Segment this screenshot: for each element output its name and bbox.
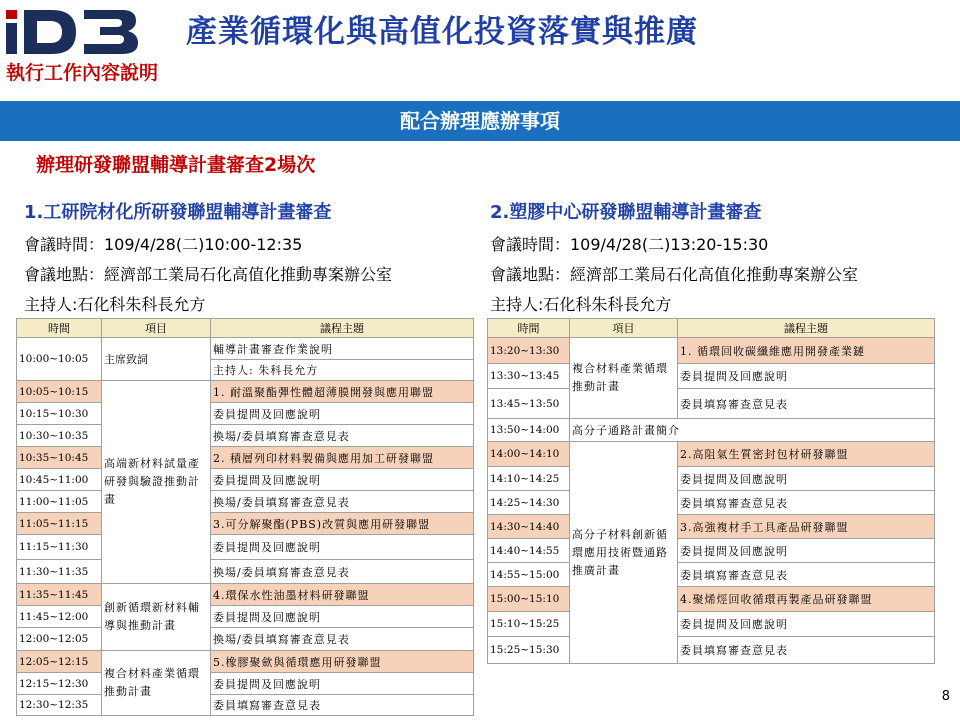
table-cell-time: 11:05~11:15 <box>16 512 102 535</box>
table-cell-time: 11:00~11:05 <box>16 490 102 513</box>
table-header: 議程主題 <box>677 318 935 338</box>
table-cell-topic: 委員填寫審查意見表 <box>210 694 474 716</box>
table-cell-item: 主席致詞 <box>101 337 211 381</box>
table-cell-topic: 主持人: 朱科長允方 <box>210 359 474 381</box>
table-cell-topic: 委員填寫審查意見表 <box>677 388 935 419</box>
table-cell-time: 10:15~10:30 <box>16 402 102 425</box>
table-cell-topic: 4.聚烯烴回收循環再製產品研發聯盟 <box>677 586 935 612</box>
table-cell-topic: 換場/委員填寫審查意見表 <box>210 559 474 584</box>
table-cell-time: 14:00~14:10 <box>487 441 570 467</box>
table-cell-time: 12:30~12:35 <box>16 694 102 716</box>
table-cell-topic: 1. 耐溫聚酯彈性體超薄膜開發與應用聯盟 <box>210 380 474 403</box>
table-cell-time: 15:10~15:25 <box>487 611 570 637</box>
table-cell-time: 14:25~14:30 <box>487 490 570 515</box>
left-agenda-table <box>16 318 474 716</box>
right-meeting-host: 主持人:石化科朱科長允方 <box>490 295 672 314</box>
logo <box>4 6 140 56</box>
section-subtitle: 執行工作內容說明 <box>6 62 159 84</box>
table-cell-time: 11:35~11:45 <box>16 583 102 606</box>
table-header: 議程主題 <box>210 318 474 338</box>
logo-mark-icon <box>4 6 140 56</box>
table-cell-time: 14:30~14:40 <box>487 514 570 539</box>
table-cell-time: 15:25~15:30 <box>487 636 570 664</box>
table-cell-time: 14:10~14:25 <box>487 466 570 491</box>
table-cell-topic: 輔導計畫審查作業說明 <box>210 337 474 360</box>
table-cell-time: 12:15~12:30 <box>16 672 102 695</box>
table-cell-time: 14:55~15:00 <box>487 562 570 587</box>
table-cell-topic: 委員提問及回應說明 <box>210 402 474 425</box>
table-cell-topic: 委員填寫審查意見表 <box>677 636 935 664</box>
lead-text: 辦理研發聯盟輔導計畫審查2場次 <box>36 154 316 176</box>
right-section-title: 2.塑膠中心研發聯盟輔導計畫審查 <box>490 202 762 223</box>
table-cell-topic: 換場/委員填寫審查意見表 <box>210 627 474 651</box>
table-header: 項目 <box>101 318 211 338</box>
table-cell-item: 高分子材料創新循環應用技術暨通路推廣計畫 <box>569 441 678 664</box>
page-title: 產業循環化與高值化投資落實與推廣 <box>186 14 698 50</box>
table-cell-time: 11:45~12:00 <box>16 605 102 628</box>
table-header: 時間 <box>487 318 570 338</box>
table-cell-topic: 3.高強複材手工具產品研發聯盟 <box>677 514 935 539</box>
left-meeting-host: 主持人:石化科朱科長允方 <box>24 295 206 314</box>
table-cell-topic: 委員提問及回應說明 <box>210 605 474 628</box>
right-meeting-place: 會議地點：經濟部工業局石化高值化推動專案辦公室 <box>490 265 859 284</box>
table-cell-time: 13:30~13:45 <box>487 363 570 389</box>
table-cell-topic: 2. 積層列印材料製備與應用加工研發聯盟 <box>210 446 474 469</box>
table-cell-topic: 委員提問及回應說明 <box>677 363 935 389</box>
table-cell-topic: 委員提問及回應說明 <box>677 466 935 491</box>
table-header: 時間 <box>16 318 102 338</box>
table-cell-item: 高分子通路計畫簡介 <box>569 418 935 442</box>
table-cell-item: 創新循環新材料輔導與推動計畫 <box>101 583 211 651</box>
table-cell-topic: 委員填寫審查意見表 <box>677 490 935 515</box>
table-cell-item: 複合材料產業循環推動計畫 <box>569 337 678 419</box>
table-cell-topic: 換場/委員填寫審查意見表 <box>210 424 474 447</box>
table-header: 項目 <box>569 318 678 338</box>
table-cell-topic: 2.高阻氣生質密封包材研發聯盟 <box>677 441 935 467</box>
left-section-title: 1.工研院材化所研發聯盟輔導計畫審查 <box>24 202 332 223</box>
table-cell-topic: 委員填寫審查意見表 <box>677 562 935 587</box>
left-meeting-place: 會議地點：經濟部工業局石化高值化推動專案辦公室 <box>24 265 393 284</box>
table-cell-time: 12:05~12:15 <box>16 650 102 673</box>
table-cell-time: 13:20~13:30 <box>487 337 570 364</box>
table-cell-topic: 委員提問及回應說明 <box>677 538 935 563</box>
right-meeting-time: 會議時間：109/4/28(二)13:20-15:30 <box>490 235 769 254</box>
table-cell-time: 13:45~13:50 <box>487 388 570 419</box>
table-cell-time: 11:30~11:35 <box>16 559 102 584</box>
table-cell-time: 11:15~11:30 <box>16 534 102 560</box>
table-cell-time: 10:45~11:00 <box>16 468 102 491</box>
table-cell-topic: 委員提問及回應說明 <box>677 611 935 637</box>
table-cell-item: 高端新材料試量產研發與驗證推動計畫 <box>101 380 211 584</box>
table-cell-topic: 委員提問及回應說明 <box>210 468 474 491</box>
table-cell-topic: 委員提問及回應說明 <box>210 672 474 695</box>
table-cell-time: 13:50~14:00 <box>487 418 570 442</box>
table-cell-time: 10:05~10:15 <box>16 380 102 403</box>
right-agenda-table <box>487 318 935 664</box>
banner <box>0 101 960 141</box>
table-cell-topic: 1. 循環回收碳纖維應用開發產業鏈 <box>677 337 935 364</box>
banner-text: 配合辦理應辦事項 <box>400 109 560 133</box>
table-cell-topic: 4.環保水性油墨材料研發聯盟 <box>210 583 474 606</box>
table-cell-topic: 5.橡膠聚歛與循環應用研發聯盟 <box>210 650 474 673</box>
table-cell-item: 複合材料產業循環推動計畫 <box>101 650 211 716</box>
table-cell-topic: 委員提問及回應說明 <box>210 534 474 560</box>
page-number: 8 <box>941 689 950 704</box>
left-meeting-time: 會議時間：109/4/28(二)10:00-12:35 <box>24 235 303 254</box>
table-cell-topic: 換場/委員填寫審查意見表 <box>210 490 474 513</box>
table-cell-time: 10:00~10:05 <box>16 337 102 381</box>
table-cell-topic: 3.可分解聚酯(PBS)改質與應用研發聯盟 <box>210 512 474 535</box>
table-cell-time: 14:40~14:55 <box>487 538 570 563</box>
table-cell-time: 10:30~10:35 <box>16 424 102 447</box>
table-cell-time: 12:00~12:05 <box>16 627 102 651</box>
table-cell-time: 15:00~15:10 <box>487 586 570 612</box>
table-cell-time: 10:35~10:45 <box>16 446 102 469</box>
